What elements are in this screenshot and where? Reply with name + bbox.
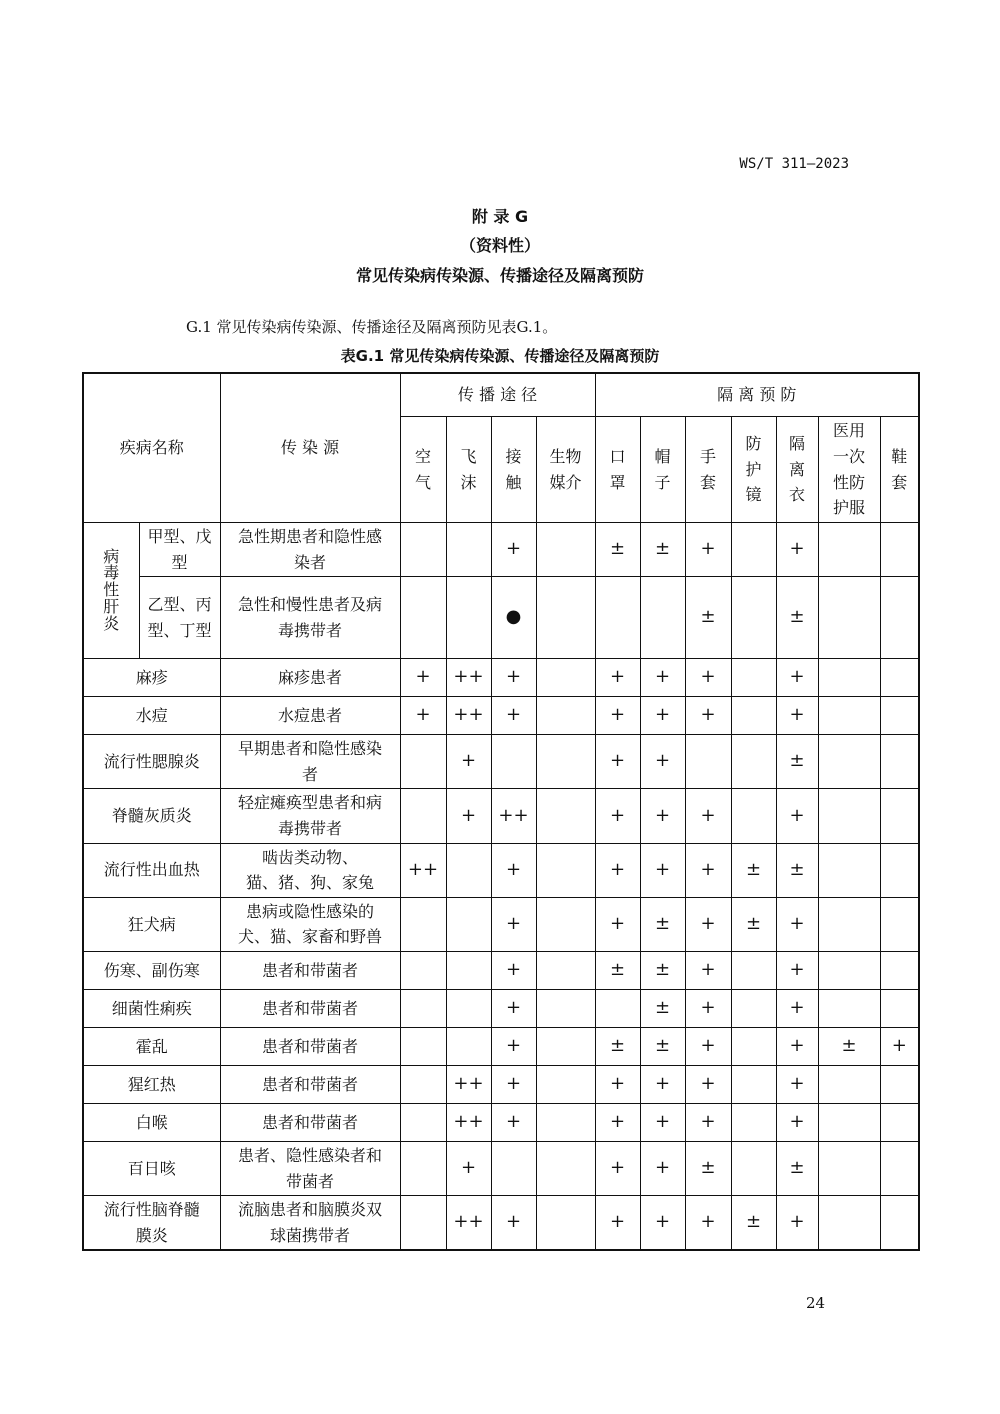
table-row (83, 897, 919, 951)
marker-cell: + (640, 1103, 685, 1141)
marker-cell (400, 989, 446, 1027)
header-iso-cap: 帽 子 (640, 417, 685, 523)
marker-cell: + (491, 1196, 536, 1251)
table-row (83, 577, 919, 659)
marker-cell (880, 659, 919, 697)
marker-cell: ● (491, 577, 536, 659)
disease-name: 乙型、丙 型、丁型 (139, 577, 220, 659)
disease-name: 流行性脑脊髓 膜炎 (83, 1196, 220, 1251)
marker-cell (731, 789, 776, 843)
marker-cell: ± (731, 1196, 776, 1251)
marker-cell (880, 1103, 919, 1141)
marker-cell: + (685, 1103, 731, 1141)
marker-cell: + (776, 789, 818, 843)
disease-name: 流行性腮腺炎 (83, 735, 220, 789)
disease-name: 狂犬病 (83, 897, 220, 951)
marker-cell: + (880, 1027, 919, 1065)
hepatitis-group-label: 病 毒 性 肝 炎 (83, 523, 139, 659)
marker-cell (446, 897, 491, 951)
marker-cell (400, 523, 446, 577)
marker-cell (536, 789, 595, 843)
disease-table (82, 372, 920, 1251)
marker-cell: + (685, 659, 731, 697)
marker-cell (400, 789, 446, 843)
marker-cell (880, 523, 919, 577)
marker-cell: ± (731, 843, 776, 897)
marker-cell: + (776, 1065, 818, 1103)
marker-cell: ± (640, 989, 685, 1027)
marker-cell: + (640, 659, 685, 697)
marker-cell (731, 989, 776, 1027)
marker-cell (818, 659, 880, 697)
header-route-droplet: 飞 沫 (446, 417, 491, 523)
marker-cell: + (491, 1103, 536, 1141)
marker-cell: + (491, 897, 536, 951)
infection-source: 患者和带菌者 (220, 1065, 400, 1103)
marker-cell: + (446, 1141, 491, 1195)
infection-source: 流脑患者和脑膜炎双 球菌携带者 (220, 1196, 400, 1251)
marker-cell: ++ (446, 697, 491, 735)
marker-cell: ± (818, 1027, 880, 1065)
disease-name: 麻疹 (83, 659, 220, 697)
marker-cell (400, 735, 446, 789)
marker-cell (400, 577, 446, 659)
marker-cell (880, 789, 919, 843)
marker-cell (818, 577, 880, 659)
marker-cell: + (776, 659, 818, 697)
marker-cell: + (595, 1141, 640, 1195)
marker-cell: + (685, 951, 731, 989)
disease-name: 细菌性痢疾 (83, 989, 220, 1027)
marker-cell: ++ (446, 1103, 491, 1141)
infection-source: 急性期患者和隐性感 染者 (220, 523, 400, 577)
marker-cell: + (595, 659, 640, 697)
marker-cell: + (776, 1196, 818, 1251)
marker-cell: ++ (446, 659, 491, 697)
table-row (83, 1141, 919, 1195)
marker-cell: + (640, 1065, 685, 1103)
marker-cell (595, 577, 640, 659)
marker-cell (880, 1065, 919, 1103)
disease-name: 伤寒、副伤寒 (83, 951, 220, 989)
marker-cell: + (491, 843, 536, 897)
header-infection-source: 传 染 源 (220, 373, 400, 523)
marker-cell (818, 1065, 880, 1103)
marker-cell (400, 951, 446, 989)
marker-cell: + (776, 897, 818, 951)
marker-cell: + (776, 523, 818, 577)
marker-cell: + (446, 735, 491, 789)
header-iso-goggles: 防 护 镜 (731, 417, 776, 523)
marker-cell (446, 989, 491, 1027)
infection-source: 患者和带菌者 (220, 989, 400, 1027)
infection-source: 啮齿类动物、 猫、猪、狗、家兔 (220, 843, 400, 897)
marker-cell: ± (776, 735, 818, 789)
marker-cell: + (640, 843, 685, 897)
disease-name: 霍乱 (83, 1027, 220, 1065)
table-row (83, 1027, 919, 1065)
header-row-groups (83, 373, 919, 417)
table-row (83, 951, 919, 989)
marker-cell: ± (640, 897, 685, 951)
marker-cell (400, 1103, 446, 1141)
marker-cell (400, 1141, 446, 1195)
marker-cell (731, 1065, 776, 1103)
table-row (83, 659, 919, 697)
document-code: WS/T 311—2023 (739, 156, 849, 172)
appendix-heading: 附 录 G (471, 207, 529, 226)
appendix-nature: （资料性） (459, 236, 540, 255)
marker-cell: + (491, 989, 536, 1027)
marker-cell: + (685, 523, 731, 577)
marker-cell: + (685, 843, 731, 897)
marker-cell (491, 1141, 536, 1195)
table-row (83, 1065, 919, 1103)
infection-source: 水痘患者 (220, 697, 400, 735)
marker-cell (400, 897, 446, 951)
table-row (83, 789, 919, 843)
marker-cell (640, 577, 685, 659)
marker-cell (536, 523, 595, 577)
marker-cell (731, 735, 776, 789)
marker-cell (731, 1027, 776, 1065)
marker-cell: ± (776, 577, 818, 659)
header-iso-mask: 口 罩 (595, 417, 640, 523)
marker-cell: + (685, 697, 731, 735)
marker-cell (400, 1065, 446, 1103)
disease-name: 百日咳 (83, 1141, 220, 1195)
marker-cell: + (685, 789, 731, 843)
marker-cell: + (685, 1065, 731, 1103)
marker-cell (880, 897, 919, 951)
marker-cell: + (446, 789, 491, 843)
marker-cell: ± (595, 1027, 640, 1065)
marker-cell: ± (776, 843, 818, 897)
marker-cell: ± (640, 523, 685, 577)
marker-cell: ± (595, 523, 640, 577)
marker-cell (400, 1196, 446, 1251)
marker-cell (536, 577, 595, 659)
marker-cell: + (640, 1196, 685, 1251)
appendix-title: 常见传染病传染源、传播途径及隔离预防 (355, 266, 644, 285)
table-row (83, 523, 919, 577)
marker-cell (536, 1103, 595, 1141)
marker-cell (731, 1103, 776, 1141)
marker-cell: ± (776, 1141, 818, 1195)
infection-source: 患者和带菌者 (220, 951, 400, 989)
marker-cell: + (685, 989, 731, 1027)
infection-source: 麻疹患者 (220, 659, 400, 697)
marker-cell (880, 735, 919, 789)
disease-name: 猩红热 (83, 1065, 220, 1103)
marker-cell (536, 697, 595, 735)
marker-cell: + (640, 1141, 685, 1195)
marker-cell (595, 989, 640, 1027)
marker-cell (818, 1141, 880, 1195)
marker-cell (685, 735, 731, 789)
marker-cell (731, 1141, 776, 1195)
disease-name: 流行性出血热 (83, 843, 220, 897)
marker-cell (491, 735, 536, 789)
marker-cell: ± (640, 1027, 685, 1065)
disease-name: 水痘 (83, 697, 220, 735)
table-row (83, 735, 919, 789)
table-row (83, 697, 919, 735)
marker-cell: ± (731, 897, 776, 951)
header-route-vector: 生物 媒介 (536, 417, 595, 523)
marker-cell: + (685, 897, 731, 951)
marker-cell (536, 735, 595, 789)
marker-cell: + (595, 843, 640, 897)
marker-cell: ++ (491, 789, 536, 843)
marker-cell: + (595, 1196, 640, 1251)
marker-cell (536, 989, 595, 1027)
header-route-contact: 接 触 (491, 417, 536, 523)
marker-cell (446, 577, 491, 659)
marker-cell: + (776, 989, 818, 1027)
marker-cell (818, 1103, 880, 1141)
infection-source: 早期患者和隐性感染 者 (220, 735, 400, 789)
header-iso-gown: 隔 离 衣 (776, 417, 818, 523)
infection-source: 患者和带菌者 (220, 1027, 400, 1065)
marker-cell (536, 1196, 595, 1251)
marker-cell (880, 989, 919, 1027)
marker-cell: + (685, 1027, 731, 1065)
header-transmission-route: 传 播 途 径 (400, 373, 595, 417)
marker-cell: + (640, 735, 685, 789)
marker-cell (536, 1141, 595, 1195)
table-row (83, 843, 919, 897)
marker-cell: + (640, 789, 685, 843)
marker-cell (880, 1196, 919, 1251)
marker-cell (880, 577, 919, 659)
marker-cell (731, 659, 776, 697)
marker-cell: + (491, 951, 536, 989)
marker-cell: ++ (446, 1196, 491, 1251)
marker-cell (731, 697, 776, 735)
marker-cell (536, 843, 595, 897)
marker-cell: + (491, 697, 536, 735)
marker-cell (446, 951, 491, 989)
infection-source: 轻症瘫痪型患者和病 毒携带者 (220, 789, 400, 843)
infection-source: 急性和慢性患者及病 毒携带者 (220, 577, 400, 659)
marker-cell: + (595, 697, 640, 735)
marker-cell: + (776, 1027, 818, 1065)
infection-source: 患病或隐性感染的 犬、猫、家畜和野兽 (220, 897, 400, 951)
marker-cell: + (491, 1065, 536, 1103)
marker-cell (731, 523, 776, 577)
table-caption: 表G.1 常见传染病传染源、传播途径及隔离预防 (340, 347, 660, 365)
header-iso-shoe-cover: 鞋 套 (880, 417, 919, 523)
marker-cell: ± (640, 951, 685, 989)
marker-cell: + (595, 735, 640, 789)
header-disease-name: 疾病名称 (83, 373, 220, 523)
table-row (83, 1196, 919, 1251)
marker-cell (818, 735, 880, 789)
marker-cell (880, 697, 919, 735)
header-iso-protective-suit: 医用 一次 性防 护服 (818, 417, 880, 523)
disease-name: 脊髓灰质炎 (83, 789, 220, 843)
marker-cell (818, 897, 880, 951)
marker-cell: + (491, 523, 536, 577)
marker-cell (536, 1065, 595, 1103)
marker-cell: + (595, 789, 640, 843)
marker-cell: + (776, 1103, 818, 1141)
marker-cell: ++ (446, 1065, 491, 1103)
marker-cell (536, 659, 595, 697)
marker-cell (880, 843, 919, 897)
marker-cell (536, 897, 595, 951)
marker-cell: ± (685, 577, 731, 659)
marker-cell (818, 989, 880, 1027)
header-isolation-precaution: 隔 离 预 防 (595, 373, 919, 417)
page-number: 24 (806, 1294, 826, 1312)
intro-paragraph: G.1 常见传染病传染源、传播途径及隔离预防见表G.1。 (186, 318, 558, 336)
marker-cell (446, 523, 491, 577)
disease-name: 白喉 (83, 1103, 220, 1141)
table-row (83, 989, 919, 1027)
marker-cell (731, 951, 776, 989)
marker-cell (446, 843, 491, 897)
marker-cell (731, 577, 776, 659)
marker-cell (818, 843, 880, 897)
marker-cell (818, 951, 880, 989)
marker-cell: + (776, 697, 818, 735)
marker-cell: + (491, 1027, 536, 1065)
marker-cell: + (491, 659, 536, 697)
marker-cell (818, 697, 880, 735)
marker-cell: + (400, 697, 446, 735)
marker-cell: + (685, 1196, 731, 1251)
infection-source: 患者和带菌者 (220, 1103, 400, 1141)
marker-cell: + (640, 697, 685, 735)
marker-cell (400, 1027, 446, 1065)
marker-cell: ± (685, 1141, 731, 1195)
marker-cell (446, 1027, 491, 1065)
header-iso-gloves: 手 套 (685, 417, 731, 523)
marker-cell (880, 1141, 919, 1195)
table-row (83, 1103, 919, 1141)
marker-cell: + (595, 1065, 640, 1103)
infection-source: 患者、隐性感染者和 带菌者 (220, 1141, 400, 1195)
marker-cell: ± (595, 951, 640, 989)
marker-cell: + (595, 897, 640, 951)
marker-cell (536, 1027, 595, 1065)
disease-name: 甲型、戊 型 (139, 523, 220, 577)
marker-cell (818, 789, 880, 843)
header-route-air: 空 气 (400, 417, 446, 523)
marker-cell (818, 1196, 880, 1251)
marker-cell (880, 951, 919, 989)
marker-cell (818, 523, 880, 577)
marker-cell: ++ (400, 843, 446, 897)
marker-cell (536, 951, 595, 989)
marker-cell: + (776, 951, 818, 989)
marker-cell: + (400, 659, 446, 697)
marker-cell: + (595, 1103, 640, 1141)
